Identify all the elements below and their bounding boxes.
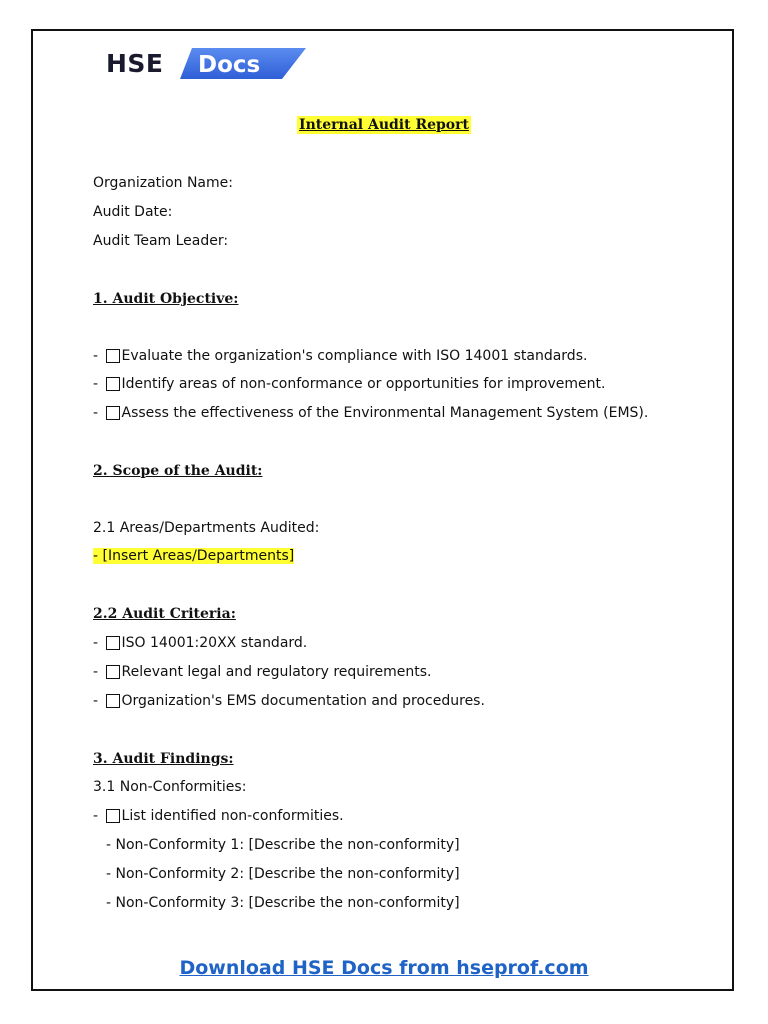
field-audit-team-leader: Audit Team Leader:: [93, 233, 229, 249]
field-organization-name: Organization Name:: [93, 175, 233, 191]
objective-item: - Assess the effectiveness of the Environmental Management System (EMS).: [93, 405, 649, 421]
checkbox[interactable]: [106, 665, 120, 679]
nonconformities-label: 3.1 Non-Conformities:: [93, 779, 247, 795]
section2-heading: 2. Scope of the Audit:: [93, 463, 263, 479]
checkbox[interactable]: [106, 349, 120, 363]
criteria-item: - Organization's EMS documentation and procedures.: [93, 693, 485, 709]
audit-criteria-heading: 2.2 Audit Criteria:: [93, 606, 236, 622]
checkbox[interactable]: [106, 809, 120, 823]
checkbox[interactable]: [106, 377, 120, 391]
nonconformity-1: - Non-Conformity 1: [Describe the non-conformity]: [106, 837, 460, 853]
logo-docs-text: Docs: [198, 52, 261, 78]
checkbox[interactable]: [106, 694, 120, 708]
download-link[interactable]: Download HSE Docs from hseprof.com: [179, 957, 589, 979]
areas-audited-placeholder: - [Insert Areas/Departments]: [93, 548, 295, 564]
field-audit-date: Audit Date:: [93, 204, 173, 220]
nonconformity-2: - Non-Conformity 2: [Describe the non-conformity]: [106, 866, 460, 882]
section3-heading: 3. Audit Findings:: [93, 751, 234, 767]
findings-item: - List identified non-conformities.: [93, 808, 344, 824]
criteria-item: - Relevant legal and regulatory requirements.: [93, 664, 432, 680]
objective-item: - Identify areas of non-conformance or opportunities for improvement.: [93, 376, 606, 392]
logo-docs-badge: [178, 46, 378, 80]
report-title: Internal Audit Report: [299, 117, 469, 133]
checkbox[interactable]: [106, 636, 120, 650]
checkbox[interactable]: [106, 406, 120, 420]
section1-heading: 1. Audit Objective:: [93, 291, 239, 307]
criteria-item: - ISO 14001:20XX standard.: [93, 635, 308, 651]
nonconformity-3: - Non-Conformity 3: [Describe the non-conformity]: [106, 895, 460, 911]
logo-hse-text: HSE: [106, 49, 164, 78]
areas-audited-label: 2.1 Areas/Departments Audited:: [93, 520, 320, 536]
objective-item: - Evaluate the organization's compliance with ISO 14001 standards.: [93, 348, 588, 364]
